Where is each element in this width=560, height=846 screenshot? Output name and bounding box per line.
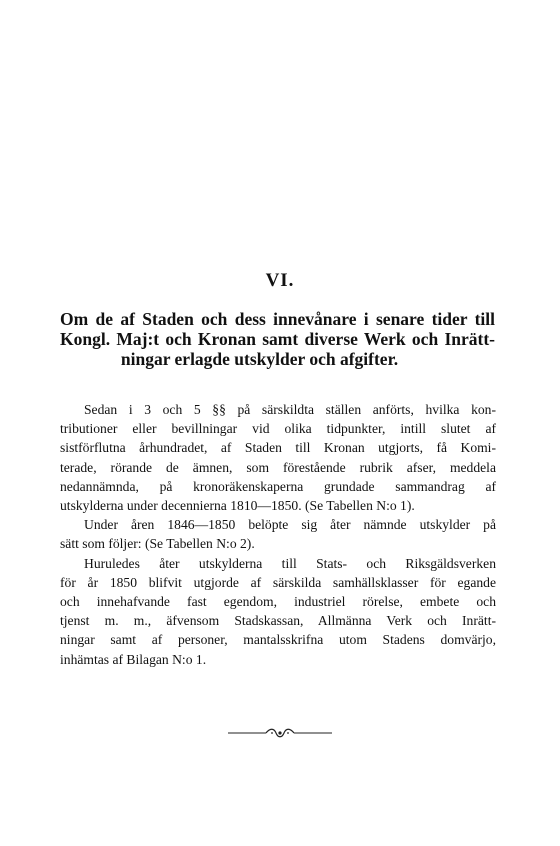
paragraph-line: tjenst m. m., äfvensom Stadskassan, Allmänna Verk och Inrätt- [60, 613, 496, 629]
paragraph-line: tributioner eller bevillningar vid olika tidpunkter, intill slutet af [60, 421, 496, 437]
paragraph-line: utskylderna under decennierna 1810—1850. (Se Tabellen N:o 1). [60, 498, 415, 514]
paragraph-line: sistförflutna århundradet, af Staden till Kronan utgjorts, få Komi- [60, 440, 496, 456]
decorative-rule-ornament-icon [228, 727, 332, 739]
paragraph-line: Sedan i 3 och 5 §§ på särskildta ställen anförts, hvilka kon- [84, 402, 496, 417]
chapter-title [60, 309, 495, 369]
paragraph-line: inhämtas af Bilagan N:o 1. [60, 651, 207, 667]
chapter-title-line: Kongl. Maj:t och Kronan samt diverse Werk och Inrätt- [60, 329, 495, 349]
paragraph-line: och innehafvande fast egendom, industriel rörelse, embete och [60, 594, 496, 610]
paragraph-line: Under åren 1846—1850 belöpte sig åter nämnde utskylder på [84, 517, 496, 533]
paragraph-line: Huruledes åter utskylderna till Stats- och Riksgäldsverken [84, 555, 496, 571]
chapter-title-line: ningar erlagde utskylder och afgifter. [120, 349, 399, 369]
paragraph-line: sätt som följer: (Se Tabellen N:o 2). [60, 536, 255, 552]
chapter-title-line: Om de af Staden och dess innevånare i senare tider till [60, 309, 495, 329]
paragraph-line: nedannämnda, på kronoräkenskaperna grundade sammandrag af [60, 478, 496, 494]
paragraph-line: terade, rörande de ämnen, som förestående rubrik afser, meddela [60, 459, 496, 475]
body-text [60, 400, 496, 669]
chapter-number: VI. [265, 270, 295, 291]
paragraph-line: ningar samt af personer, mantalsskrifna utom Stadens domvärjo, [60, 632, 496, 648]
paragraph-line: för år 1850 blifvit utgjorde af särskilda samhällsklasser för egande [60, 574, 496, 590]
